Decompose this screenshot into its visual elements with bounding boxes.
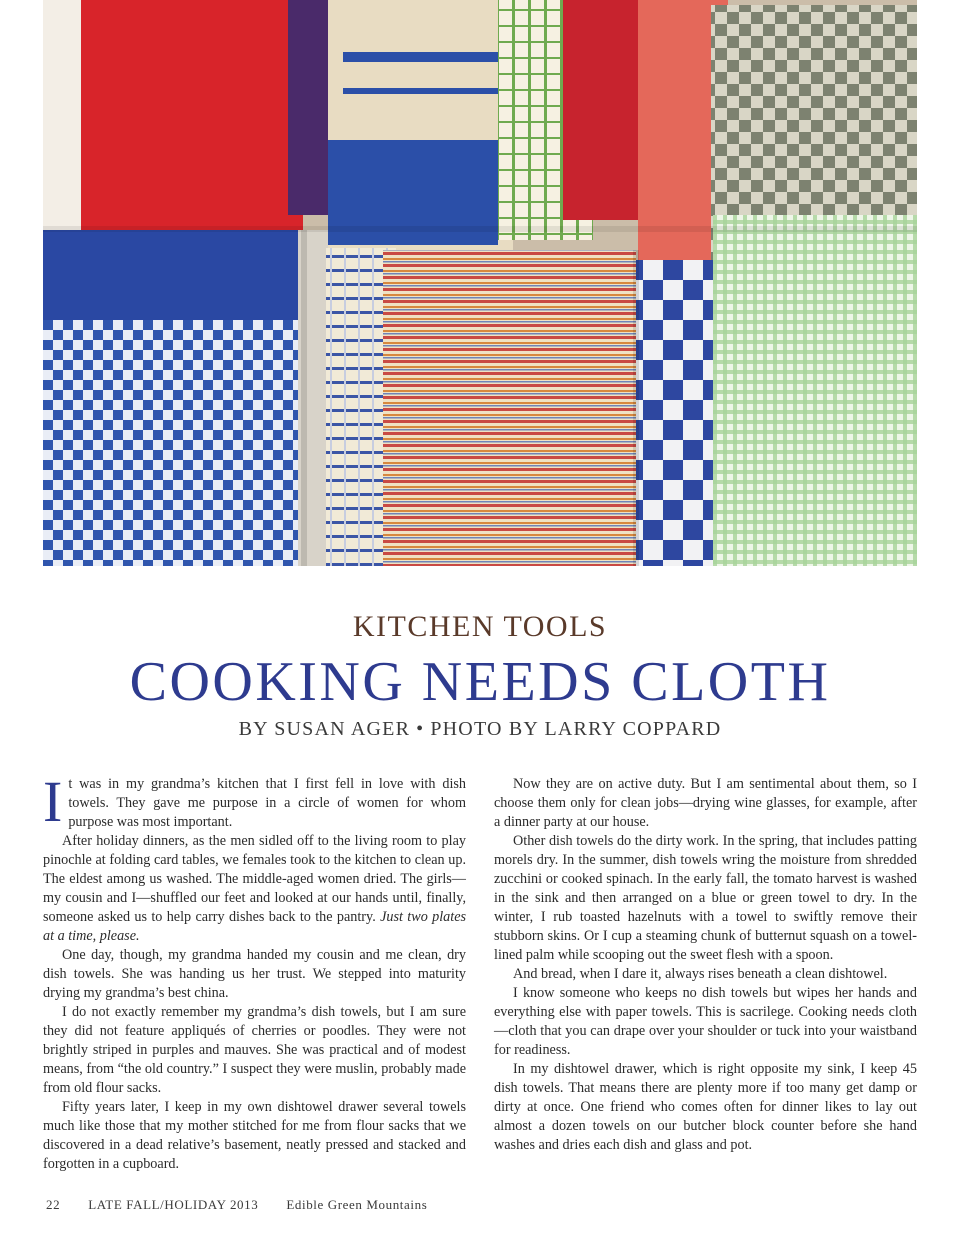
paragraph-2-italic: Just two plates at a time, please. [43,909,467,944]
byline-photo-credit: PHOTO BY LARRY COPPARD [430,718,722,740]
page-footer [46,1197,455,1213]
byline-separator: • [416,718,425,740]
paragraph-10: In my dishtowel drawer, which is right opposite my sink, I keep 45 dish towels. That means there are plenty more if too many get damp or dirty at once. One friend who comes often for dinner likes to lay out almost a dozen towels on our butcher block counter before she hand washes and dries each dish and glass and pot. [494,1061,917,1153]
drop-cap: I [43,769,63,834]
dish-towels-photo [43,0,917,566]
issue-label: LATE FALL/HOLIDAY 2013 [88,1197,259,1212]
publication-name: Edible Green Mountains [286,1197,428,1212]
section-kicker: KITCHEN TOOLS [352,610,608,643]
article-column-right [494,775,917,1155]
page-number: 22 [46,1197,61,1212]
paragraph-1-text: t was in my grandma’s kitchen that I first fell in love with dish towels. They gave me purpose in a circle of women for whom purpose was most important. [68,776,466,830]
article-column-left [43,769,467,1174]
paragraph-5: Fifty years later, I keep in my own dishtowel drawer several towels much like those that my mother stitched for me from flour sacks that we discovered in a dead relative’s basement, neatly pressed and stacked and forgotten in a cupboard. [43,1099,466,1172]
paragraph-2 [43,832,466,946]
paragraph-4: I do not exactly remember my grandma’s dish towels, but I am sure they did not feature appliqués of cherries or poodles. They were not brightly striped in purples and mauves. She was practical and of modest means, from “the old country.” I suspect they were muslin, probably made from old flour sacks. [43,1004,466,1096]
byline [0,718,960,741]
paragraph-8: And bread, when I dare it, always rises beneath a clean dishtowel. [513,966,888,982]
paragraph-6: Now they are on active duty. But I am sentimental about them, so I choose them only for clean jobs—drying wine glasses, for example, after a dinner party at our house. [494,776,917,830]
paragraph-7: Other dish towels do the dirty work. In the spring, that includes patting morels dry. In the summer, dish towels wring the moisture from shredded zucchini or cooked spinach. In the early fall, the tomato harvest is washed in the sink and then arranged on a blue or green towel to dry. In the winter, I rub toasted hazelnuts with a towel to swiftly remove their stubborn skins. Or I cup a steaming chunk of butternut squash on a towel-lined palm while scooping out the sweet flesh with a spoon. [494,833,917,963]
paragraph-2-text: After holiday dinners, as the men sidled off to the living room to play pinochle at folding card tables, we females took to the kitchen to clean up. The eldest among us washed. The middle-aged women dried. The girls—my cousin and I—shuffled our feet and looked at our hands until, finally, someone asked us to help carry dishes back to the pantry. [43,833,466,925]
byline-author: BY SUSAN AGER [238,718,411,740]
paragraph-3: One day, though, my grandma handed my cousin and me clean, dry dish towels. She was handing us her trust. We stepped into maturity drying my grandma’s best china. [43,947,466,1001]
paragraph-9: I know someone who keeps no dish towels but wipes her hands and everything else with paper towels. This is sacrilege. Cooking needs cloth—cloth that you can drape over your shoulder or tuck into your waistband for readiness. [494,985,917,1058]
paragraph-1 [43,769,466,834]
article-headline: COOKING NEEDS CLOTH [129,651,831,713]
